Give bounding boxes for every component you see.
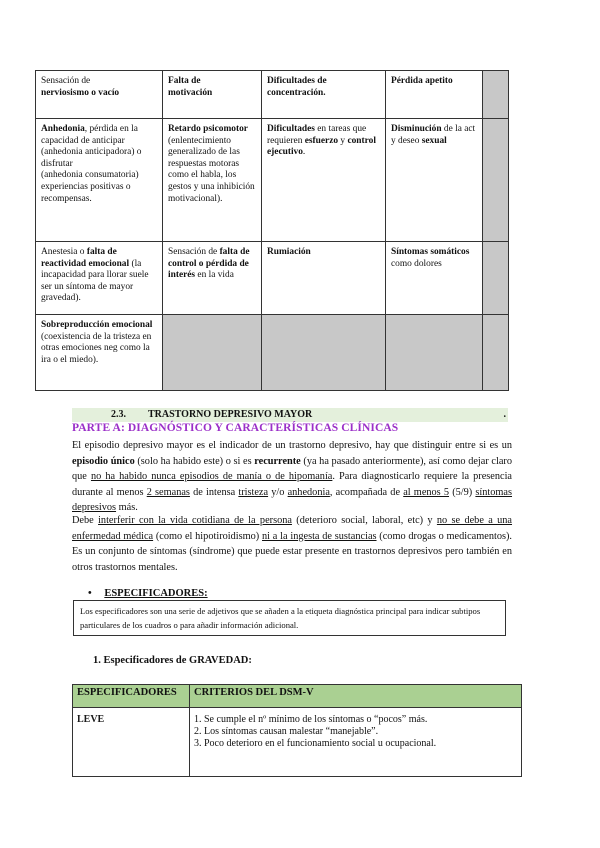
table-row	[36, 315, 509, 391]
paragraph-diagnosis	[72, 438, 512, 516]
text-run: Anestesia o	[41, 247, 87, 257]
bold-text: Anhedonia	[41, 124, 85, 134]
bold-text: sexual	[421, 135, 447, 146]
symptom-cell	[36, 119, 163, 242]
text-run: como dolores	[391, 258, 442, 269]
symptom-cell	[262, 119, 386, 242]
text-run: (ya ha pasado anteriormente), así como dejar claro que	[72, 455, 512, 482]
underlined-text: ni a la ingesta de sustancias	[262, 530, 377, 542]
bold-text: Pérdida apetito	[391, 76, 453, 86]
text-run: Sensación de	[41, 76, 91, 86]
bold-text: Síntomas somáticos	[391, 247, 470, 257]
text-run: (enlentecimiento generalizado de las respuestas motoras como el habla, los gestos y una inhibición motivacional).	[168, 135, 255, 204]
text-run: más.	[116, 502, 138, 513]
specifiers-bullet	[88, 588, 208, 599]
bold-text: nerviosismo o vacío	[41, 87, 120, 98]
text-run: , acompañada de	[329, 486, 404, 498]
text-run: (5/9)	[449, 486, 476, 498]
table-row	[36, 71, 509, 119]
severity-criteria	[190, 708, 522, 777]
empty-grey-cell	[483, 315, 509, 391]
bold-text: control ejecutivo	[267, 135, 376, 158]
text-run: (como drogas o medicamentos). Es un conjunto de síntomas (síndrome) que puede estar presente en trastornos depresivos pero también en otros trastornos mentales.	[72, 530, 513, 573]
section-dot: .	[503, 409, 506, 420]
table-row	[73, 708, 522, 777]
text-run: El episodio depresivo mayor es el indicador de un trastorno depresivo, hay que distinguir entre si es un	[72, 440, 512, 451]
severity-table-header	[73, 685, 522, 708]
symptom-cell	[386, 71, 483, 119]
section-title: TRASTORNO DEPRESIVO MAYOR	[148, 409, 313, 420]
bold-text: esfuerzo	[304, 135, 339, 146]
bold-text: Dificultades de	[267, 76, 327, 86]
section-number: 2.3.	[111, 409, 126, 420]
text-run: en tareas que requieren	[267, 124, 367, 146]
underlined-text: al menos 5	[403, 486, 450, 498]
symptom-cell	[163, 242, 262, 315]
text-run: (coexistencia de la tristeza en otras emociones neg como la ira o el miedo).	[41, 331, 152, 365]
empty-grey-cell	[483, 71, 509, 119]
underlined-text: anhedonia	[287, 486, 330, 498]
criterion-item: 2. Los síntomas causan malestar “manejable”.	[194, 726, 379, 737]
text-run: en la vida	[195, 270, 234, 281]
underlined-text: síntomas depresivos	[72, 486, 513, 513]
symptom-cell	[36, 242, 163, 315]
bold-text: Disminución	[391, 124, 442, 134]
table-row	[36, 119, 509, 242]
symptom-cell	[386, 242, 483, 315]
text-run: .	[302, 147, 306, 158]
paragraph-criteria	[72, 513, 512, 575]
underlined-text: tristeza	[238, 486, 269, 498]
bold-text: concentración.	[267, 87, 326, 98]
text-run: . Para diagnosticarlo requiere la presencia durante al menos	[72, 471, 513, 498]
symptoms-table-body	[36, 71, 509, 391]
text-run: (anhedonia consumatoria) experiencias positivas o recompensas.	[41, 170, 139, 204]
bold-text: Retardo psicomotor	[168, 124, 248, 134]
section-heading	[72, 408, 508, 422]
bold-text: Dificultades	[267, 124, 315, 134]
severity-level: LEVE	[73, 708, 190, 777]
symptom-cell	[262, 71, 386, 119]
text-run: (deterioro social, laboral, etc) y	[291, 515, 437, 526]
bold-text: motivación	[168, 87, 213, 98]
severity-table	[72, 684, 522, 777]
text-run: , pérdida en la capacidad de anticipar (anhedonia anticipadora) o disfrutar	[41, 124, 142, 169]
header-criteria: CRITERIOS DEL DSM-V	[190, 685, 522, 708]
definition-box: Los especificadores son una serie de adjetivos que se añaden a la etiqueta diagnóstica principal para indicar subtipos particulares de los cuadros o para añadir información adicional.	[73, 600, 506, 636]
criterion-item: 1. Se cumple el nº mínimo de los síntomas o “pocos” más.	[194, 714, 428, 725]
bold-text: falta de reactividad emocional	[41, 247, 130, 269]
empty-grey-cell	[483, 119, 509, 242]
symptom-cell	[262, 242, 386, 315]
bullet-icon: •	[88, 588, 92, 599]
specifiers-label: ESPECIFICADORES:	[104, 588, 208, 599]
symptom-cell	[386, 119, 483, 242]
text-run: Debe	[72, 515, 99, 526]
header-specifiers: ESPECIFICADORES	[73, 685, 190, 708]
bold-text: Rumiación	[267, 247, 311, 257]
symptom-cell	[36, 315, 163, 391]
part-title: PARTE A: DIAGNÓSTICO Y CARACTERÍSTICAS CLÍNICAS	[72, 422, 399, 434]
text-run: (como el hipotiroidismo)	[153, 530, 263, 542]
text-run: (solo ha habido este) o si es	[134, 455, 255, 467]
criterion-item: 3. Poco deterioro en el funcionamiento social u ocupacional.	[194, 738, 437, 749]
bold-text: Sobreproducción emocional	[41, 320, 153, 330]
text-run: Sensación de	[168, 247, 220, 257]
empty-grey-cell	[163, 315, 262, 391]
underlined-text: 2 semanas	[146, 486, 190, 498]
text-run: (la incapacidad para llorar suele ser un síntoma de mayor gravedad).	[41, 258, 149, 304]
symptom-cell	[163, 71, 262, 119]
symptoms-table	[35, 70, 509, 391]
underlined-text: no ha habido nunca episodios de manía o de hipomanía	[90, 471, 333, 482]
text-run: de la act y deseo	[391, 124, 476, 146]
bold-text: falta de control o pérdida de interés	[168, 247, 250, 281]
bold-text: recurrente	[254, 455, 301, 467]
text-run: y	[338, 135, 348, 146]
underlined-text: interferir con la vida cotidiana de la persona	[98, 515, 292, 526]
symptom-cell	[36, 71, 163, 119]
bold-text: Falta de	[168, 76, 201, 86]
empty-grey-cell	[386, 315, 483, 391]
table-row	[36, 242, 509, 315]
text-run: y/o	[268, 486, 288, 498]
empty-grey-cell	[262, 315, 386, 391]
symptom-cell	[163, 119, 262, 242]
underlined-text: no se debe a una enfermedad médica	[72, 515, 513, 542]
severity-subheading: 1. Especificadores de GRAVEDAD:	[93, 655, 252, 666]
empty-grey-cell	[483, 242, 509, 315]
bold-text: episodio único	[72, 455, 135, 467]
text-run: de intensa	[189, 486, 239, 498]
